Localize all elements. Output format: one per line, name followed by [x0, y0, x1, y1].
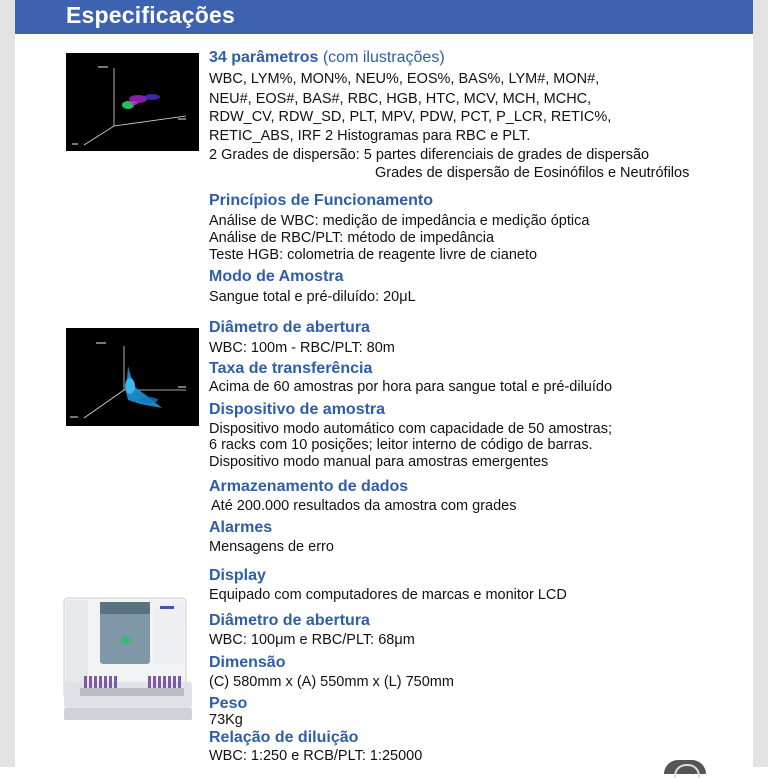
- dimension-text: (C) 580mm x (A) 550mm x (L) 750mm: [209, 674, 454, 690]
- weight-text: 73Kg: [209, 712, 243, 728]
- dilution-heading: Relação de diluição: [209, 729, 359, 746]
- alarms-text: Mensagens de erro: [209, 539, 334, 555]
- throughput-text: Acima de 60 amostras por hora para sangue total e pré-diluído: [209, 379, 613, 395]
- principles-line: Teste HGB: colometria de reagente livre de cianeto: [209, 247, 538, 263]
- sample-mode-heading: Modo de Amostra: [209, 268, 344, 285]
- storage-heading: Armazenamento de dados: [209, 478, 409, 495]
- aperture-text: WBC: 100m - RBC/PLT: 80m: [209, 340, 395, 356]
- params-title: 34 parâmetros: [209, 49, 319, 66]
- sample-device-line: 6 racks com 10 posições; leitor interno de código de barras.: [209, 437, 593, 453]
- display-heading: Display: [209, 567, 266, 584]
- left-margin-band: [0, 0, 15, 767]
- corner-badge-icon: [664, 760, 706, 774]
- params-line: RETIC_ABS, IRF 2 Histogramas para RBC e PLT.: [209, 128, 531, 144]
- aperture-heading: Diâmetro de abertura: [209, 612, 370, 629]
- params-heading: [209, 49, 445, 67]
- scatter-plot-3d-image: [66, 328, 199, 426]
- aperture-heading: Diâmetro de abertura: [209, 319, 370, 336]
- dilution-text: WBC: 1:250 e RCB/PLT: 1:25000: [209, 748, 423, 764]
- principles-line: Análise de WBC: medição de impedância e medição óptica: [209, 213, 590, 229]
- hematology-analyzer-image: [60, 592, 197, 727]
- page-title: Especificações: [66, 2, 236, 28]
- params-title-suffix: (com ilustrações): [318, 49, 445, 66]
- params-line: Grades de dispersão de Eosinófilos e Neutrófilos: [375, 165, 690, 181]
- principles-heading: Princípios de Funcionamento: [209, 192, 434, 209]
- aperture-text: WBC: 100μm e RBC/PLT: 68μm: [209, 632, 415, 648]
- weight-heading: Peso: [209, 695, 248, 712]
- principles-line: Análise de RBC/PLT: método de impedância: [209, 230, 495, 246]
- params-line: NEU#, EOS#, BAS#, RBC, HGB, HTC, MCV, MCH, MCHC,: [209, 91, 592, 107]
- sample-device-heading: Dispositivo de amostra: [209, 401, 386, 418]
- sample-mode-text: Sangue total e pré-diluído: 20μL: [209, 289, 416, 305]
- params-line: 2 Grades de dispersão: 5 partes diferenciais de grades de dispersão: [209, 147, 650, 163]
- alarms-heading: Alarmes: [209, 519, 273, 536]
- sample-device-line: Dispositivo modo manual para amostras emergentes: [209, 454, 549, 470]
- params-line: RDW_CV, RDW_SD, PLT, MPV, PDW, PCT, P_LCR, RETIC%,: [209, 109, 612, 125]
- scatter-plot-3d-image: [66, 53, 199, 151]
- right-margin-band: [753, 0, 768, 767]
- section-header: [15, 0, 753, 34]
- throughput-heading: Taxa de transferência: [209, 360, 373, 377]
- display-text: Equipado com computadores de marcas e monitor LCD: [209, 587, 567, 603]
- dimension-heading: Dimensão: [209, 654, 286, 671]
- sample-device-line: Dispositivo modo automático com capacidade de 50 amostras;: [209, 421, 612, 437]
- params-line: WBC, LYM%, MON%, NEU%, EOS%, BAS%, LYM#, MON#,: [209, 71, 600, 87]
- storage-text: Até 200.000 resultados da amostra com grades: [211, 498, 517, 514]
